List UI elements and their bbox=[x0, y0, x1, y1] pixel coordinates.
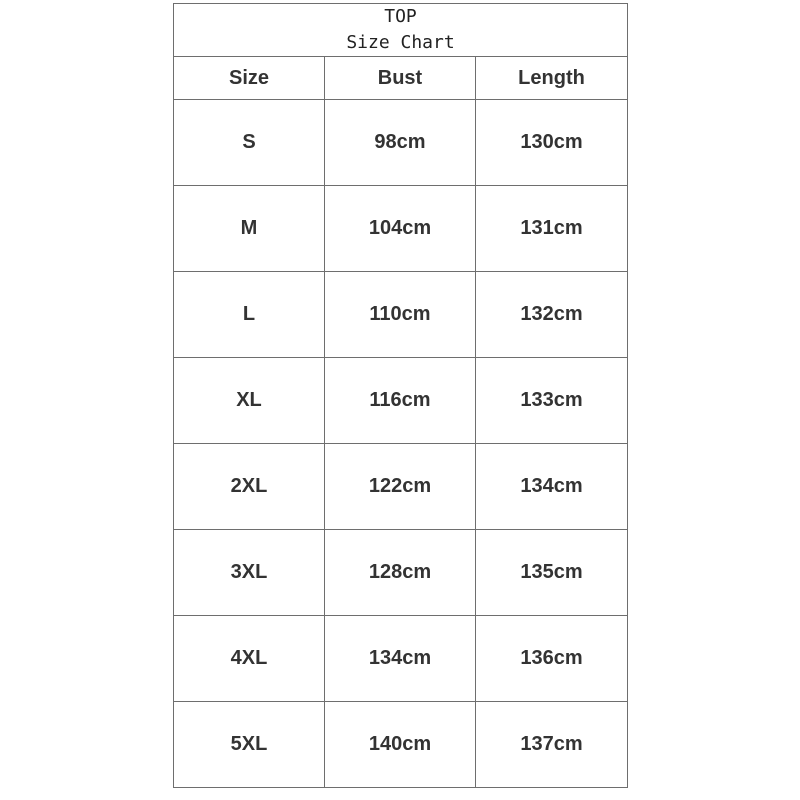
table-row bbox=[174, 358, 628, 444]
size-cell: XL bbox=[174, 358, 325, 444]
size-cell: S bbox=[174, 100, 325, 186]
bust-cell: 110cm bbox=[325, 272, 476, 358]
column-header-size: Size bbox=[174, 57, 325, 100]
table-row bbox=[174, 444, 628, 530]
table-row bbox=[174, 186, 628, 272]
length-cell: 130cm bbox=[476, 100, 628, 186]
length-cell: 134cm bbox=[476, 444, 628, 530]
size-cell: L bbox=[174, 272, 325, 358]
bust-cell: 128cm bbox=[325, 530, 476, 616]
length-cell: 131cm bbox=[476, 186, 628, 272]
table-row bbox=[174, 272, 628, 358]
size-chart-table bbox=[173, 3, 628, 788]
length-cell: 132cm bbox=[476, 272, 628, 358]
size-chart-container bbox=[173, 3, 627, 795]
size-cell: 5XL bbox=[174, 702, 325, 788]
length-cell: 137cm bbox=[476, 702, 628, 788]
size-cell: M bbox=[174, 186, 325, 272]
table-row bbox=[174, 702, 628, 788]
column-header-length: Length bbox=[476, 57, 628, 100]
title-row bbox=[174, 4, 628, 57]
bust-cell: 140cm bbox=[325, 702, 476, 788]
table-row bbox=[174, 616, 628, 702]
bust-cell: 134cm bbox=[325, 616, 476, 702]
title-line-size-chart: Size Chart bbox=[346, 32, 455, 53]
bust-cell: 104cm bbox=[325, 186, 476, 272]
column-header-bust: Bust bbox=[325, 57, 476, 100]
size-cell: 4XL bbox=[174, 616, 325, 702]
length-cell: 136cm bbox=[476, 616, 628, 702]
title-line-top: TOP bbox=[384, 6, 417, 27]
size-cell: 3XL bbox=[174, 530, 325, 616]
length-cell: 133cm bbox=[476, 358, 628, 444]
header-row bbox=[174, 57, 628, 100]
table-row bbox=[174, 100, 628, 186]
bust-cell: 122cm bbox=[325, 444, 476, 530]
bust-cell: 98cm bbox=[325, 100, 476, 186]
size-cell: 2XL bbox=[174, 444, 325, 530]
table-row bbox=[174, 530, 628, 616]
table-title bbox=[174, 4, 628, 57]
bust-cell: 116cm bbox=[325, 358, 476, 444]
length-cell: 135cm bbox=[476, 530, 628, 616]
